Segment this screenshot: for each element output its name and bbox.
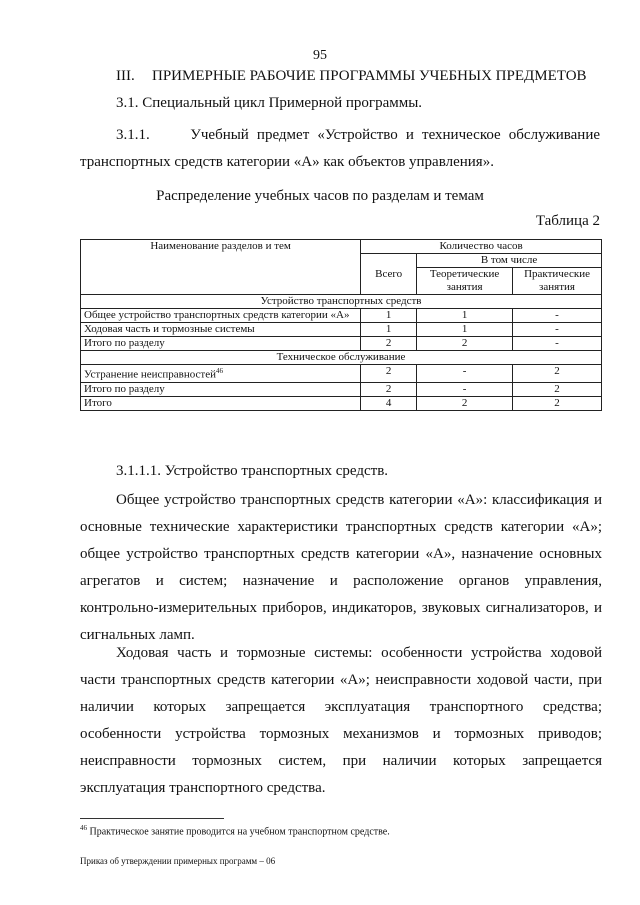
table-row [81, 323, 602, 337]
header-name: Наименование разделов и тем [81, 240, 361, 295]
table-row [81, 337, 602, 351]
row-total: 4 [361, 396, 417, 410]
table-row [81, 309, 602, 323]
row-practice: 2 [513, 365, 602, 383]
row-theory: 1 [417, 323, 513, 337]
row-theory: 2 [417, 337, 513, 351]
header-including: В том числе [417, 254, 602, 268]
footnote [80, 824, 390, 837]
header-total: Всего [361, 254, 417, 295]
row-theory: - [417, 365, 513, 383]
row-theory: - [417, 382, 513, 396]
row-practice: 2 [513, 382, 602, 396]
row-practice: - [513, 337, 602, 351]
row-name: Ходовая часть и тормозные системы [81, 323, 361, 337]
footnote-mark: 46 [215, 367, 223, 375]
row-practice: - [513, 323, 602, 337]
hours-table [80, 239, 602, 411]
header-theory: Теоретические занятия [417, 268, 513, 295]
table-row [81, 382, 602, 396]
grand-total-row [81, 396, 602, 410]
table-label: Таблица 2 [535, 213, 600, 229]
footnote-rule [80, 818, 224, 819]
row-total: 2 [361, 382, 417, 396]
subject-number: 3.1.1. [116, 127, 150, 143]
row-name: Итого по разделу [81, 337, 361, 351]
row-practice: 2 [513, 396, 602, 410]
body-paragraph: Общее устройство транспортных средств категории «А»: классификация и основные технические характеристики транспортных средств категории «А»; общее устройство транспортных средств категории «А», назначение основных агрегатов и систем; назначение и расположение органов управления, контрольно-измерительных приборов, индикаторов, звуковых сигнализаторов, и сигнальных ламп. [80, 492, 602, 643]
row-theory: 2 [417, 396, 513, 410]
row-theory: 1 [417, 309, 513, 323]
row-name: Итого по разделу [81, 382, 361, 396]
section-row-title: Техническое обслуживание [81, 351, 602, 365]
subject-text: Учебный предмет «Устройство и техническое обслуживание транспортных средств категории «А» как объектов управления». [80, 127, 601, 170]
distribution-title: Распределение учебных часов по разделам и темам [156, 188, 484, 204]
row-total: 1 [361, 323, 417, 337]
section-heading [116, 68, 587, 85]
section-row-title: Устройство транспортных средств [81, 295, 602, 309]
order-line: Приказ об утверждении примерных программ – 06 [80, 856, 276, 866]
row-name: Общее устройство транспортных средств категории «А» [81, 309, 361, 323]
page-number: 95 [313, 48, 327, 63]
body-paragraph: Ходовая часть и тормозные системы: особенности устройства ходовой части транспортных средств категории «А»; неисправности ходовой части, при наличии которых запрещается эксплуатация транспортного средства; особенности устройства тормозных механизмов и тормозных приводов; неисправности тормозных систем, при наличии которых запрещается эксплуатация транспортного средства. [80, 645, 602, 796]
section-title: ПРИМЕРНЫЕ РАБОЧИЕ ПРОГРАММЫ УЧЕБНЫХ ПРЕДМЕТОВ [152, 68, 587, 84]
paragraph-heading: 3.1.1.1. Устройство транспортных средств. [116, 463, 389, 479]
header-hours: Количество часов [361, 240, 602, 254]
header-practice: Практические занятия [513, 268, 602, 295]
row-practice: - [513, 309, 602, 323]
table-row [81, 365, 602, 383]
row-name [81, 365, 361, 383]
row-total: 1 [361, 309, 417, 323]
footnote-number: 46 [80, 824, 87, 832]
subject-paragraph [80, 122, 600, 176]
section-number: III. [116, 68, 135, 84]
row-total: 2 [361, 337, 417, 351]
footnote-text: Практическое занятие проводится на учебном транспортном средстве. [89, 826, 390, 838]
row-name: Итого [81, 396, 361, 410]
subsection-heading: 3.1. Специальный цикл Примерной программы. [116, 95, 423, 111]
row-name-text: Устранение неисправностей [84, 368, 216, 381]
row-total: 2 [361, 365, 417, 383]
